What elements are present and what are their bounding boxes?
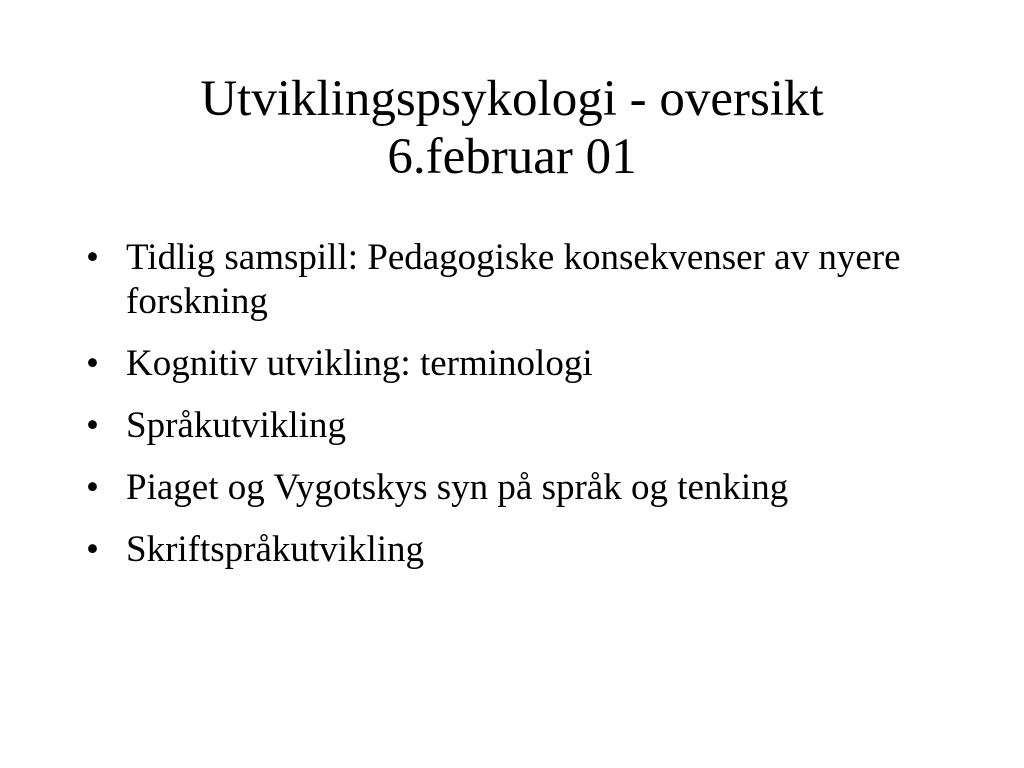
bullet-text: Tidlig samspill: Pedagogiske konsekvenser av nyere forskning bbox=[126, 237, 901, 322]
bullet-item-kognitiv-utvikling bbox=[82, 342, 962, 386]
slide-title-line-2: 6.februar 01 bbox=[387, 129, 637, 185]
bullet-text: Skriftspråkutvikling bbox=[126, 529, 425, 570]
slide-title-line-1: Utviklingspsykologi - oversikt bbox=[200, 71, 824, 127]
bullet-text: Piaget og Vygotskys syn på språk og tenking bbox=[126, 467, 789, 508]
bullet-text: Kognitiv utvikling: terminologi bbox=[126, 343, 593, 384]
bullet-item-spraakutvikling bbox=[82, 404, 962, 448]
bullet-item-tidlig-samspill bbox=[82, 236, 962, 324]
bullet-icon: • bbox=[86, 529, 99, 570]
bullet-item-piaget-vygotsky bbox=[82, 466, 962, 510]
bullet-icon: • bbox=[86, 467, 99, 508]
bullet-list bbox=[82, 236, 962, 590]
bullet-icon: • bbox=[86, 343, 99, 384]
bullet-item-skriftspraakutvikling bbox=[82, 528, 962, 572]
bullet-text: Språkutvikling bbox=[126, 405, 346, 446]
bullet-icon: • bbox=[86, 405, 99, 446]
slide-title bbox=[0, 70, 1024, 186]
bullet-icon: • bbox=[86, 237, 99, 278]
